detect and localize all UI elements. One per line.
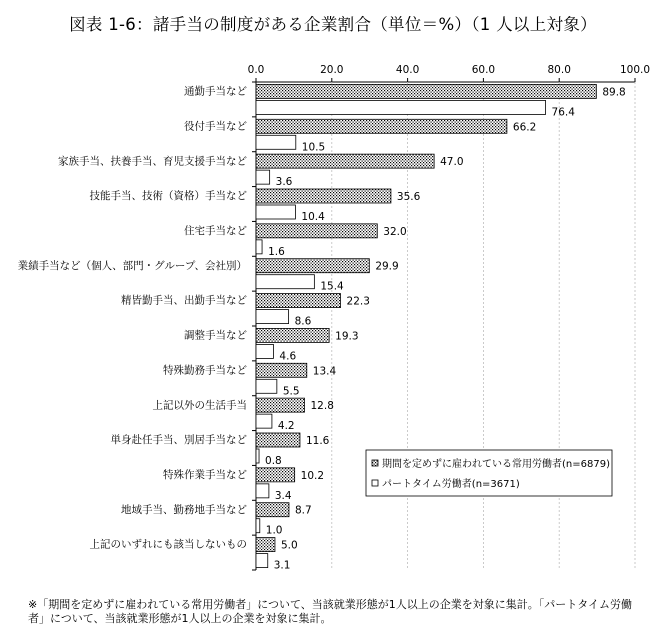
bar-parttime: [256, 414, 272, 428]
data-label-regular: 10.2: [300, 469, 325, 482]
category-label: 地域手当、勤務地手当など: [121, 503, 247, 516]
bar-parttime: [256, 484, 269, 498]
bar-regular: [256, 154, 434, 168]
data-label-parttime: 15.4: [320, 280, 344, 293]
data-label-parttime: 3.4: [274, 489, 292, 502]
bar-regular: [256, 328, 329, 342]
bar-regular: [256, 294, 341, 308]
bar-regular: [256, 189, 391, 203]
data-label-parttime: 4.6: [279, 350, 297, 363]
x-tick-label: 40.0: [395, 64, 420, 76]
data-label-regular: 29.9: [375, 260, 399, 273]
data-label-regular: 19.3: [335, 330, 359, 343]
data-label-parttime: 1.0: [265, 524, 283, 537]
footnote-line-1: ※「期間を定めずに雇われている常用労働者」について、当該就業形態が1人以上の企業を対象に集計。「パートタイム労働: [28, 598, 633, 611]
bar-parttime: [256, 275, 314, 289]
bar-parttime: [256, 100, 546, 114]
data-label-regular: 32.0: [383, 225, 407, 238]
data-label-regular: 89.8: [602, 86, 626, 99]
data-label-parttime: 3.1: [273, 559, 291, 572]
category-label: 精皆勤手当、出勤手当など: [121, 294, 247, 307]
legend-label-regular: 期間を定めずに雇われている常用労働者(n=6879): [382, 459, 610, 470]
data-label-parttime: 4.2: [277, 420, 295, 433]
bar-parttime: [256, 519, 260, 533]
category-label: 特殊勤務手当など: [163, 364, 247, 377]
bar-parttime: [256, 135, 296, 149]
data-label-regular: 8.7: [294, 504, 312, 517]
data-label-regular: 22.3: [346, 295, 370, 308]
bar-regular: [256, 503, 289, 517]
bar-regular: [256, 84, 596, 98]
data-label-regular: 12.8: [310, 400, 334, 413]
bar-parttime: [256, 240, 262, 254]
category-label: 単身赴任手当、別居手当など: [110, 434, 247, 447]
category-label: 上記以外の生活手当: [152, 399, 247, 412]
x-tick-label: 60.0: [471, 64, 496, 76]
data-label-parttime: 5.5: [282, 385, 300, 398]
bar-parttime: [256, 344, 273, 358]
category-label: 特殊作業手当など: [163, 468, 247, 481]
bar-parttime: [256, 449, 259, 463]
data-label-parttime: 0.8: [265, 455, 282, 467]
bar-regular: [256, 259, 369, 273]
bar-regular: [256, 398, 305, 412]
bar-regular: [256, 224, 377, 238]
data-label-regular: 11.6: [305, 435, 330, 447]
legend-swatch-parttime: [372, 480, 378, 486]
data-label-parttime: 1.6: [268, 245, 285, 258]
bar-regular: [256, 363, 307, 377]
data-label-parttime: 3.6: [275, 176, 293, 189]
data-label-parttime: 8.6: [294, 315, 312, 328]
category-label: 上記のいずれにも該当しないもの: [89, 538, 247, 551]
bar-regular: [256, 119, 507, 133]
x-tick-label: 20.0: [320, 64, 344, 76]
footnote-line-2: 者」について、当該就業形態が1人以上の企業を対象に集計。: [28, 612, 332, 625]
category-label: 役付手当など: [184, 120, 247, 133]
legend-swatch-regular: [372, 460, 378, 466]
bar-parttime: [256, 379, 277, 393]
bar-regular: [256, 538, 275, 552]
data-label-regular: 47.0: [440, 156, 464, 169]
category-label: 調整手当など: [184, 329, 247, 342]
data-label-regular: 35.6: [396, 191, 421, 203]
bar-regular: [256, 468, 295, 482]
x-tick-label: 0.0: [247, 64, 265, 76]
data-label-parttime: 10.5: [301, 141, 326, 154]
category-label: 通勤手当など: [184, 85, 247, 98]
bar-parttime: [256, 170, 270, 184]
chart-title: 図表 1-6：諸手当の制度がある企業割合（単位＝%）（1 人以上対象）: [69, 15, 597, 34]
category-label: 技能手当、技術（資格）手当など: [89, 190, 247, 203]
data-label-regular: 13.4: [312, 365, 337, 378]
data-label-parttime: 76.4: [551, 106, 575, 119]
data-label-regular: 5.0: [280, 539, 298, 552]
bar-regular: [256, 433, 300, 447]
x-tick-label: 100.0: [619, 64, 651, 76]
bar-parttime: [256, 554, 268, 568]
category-label: 家族手当、扶養手当、育児支援手当など: [58, 155, 247, 168]
bar-parttime: [256, 310, 289, 324]
category-label: 業績手当など（個人、部門・グループ、会社別）: [17, 259, 247, 272]
data-label-parttime: 10.4: [301, 211, 325, 223]
bar-parttime: [256, 205, 295, 219]
legend-label-parttime: パートタイム労働者(n=3671): [382, 479, 520, 490]
x-tick-label: 80.0: [547, 64, 571, 76]
data-label-regular: 66.2: [512, 121, 537, 134]
category-label: 住宅手当など: [184, 224, 247, 237]
